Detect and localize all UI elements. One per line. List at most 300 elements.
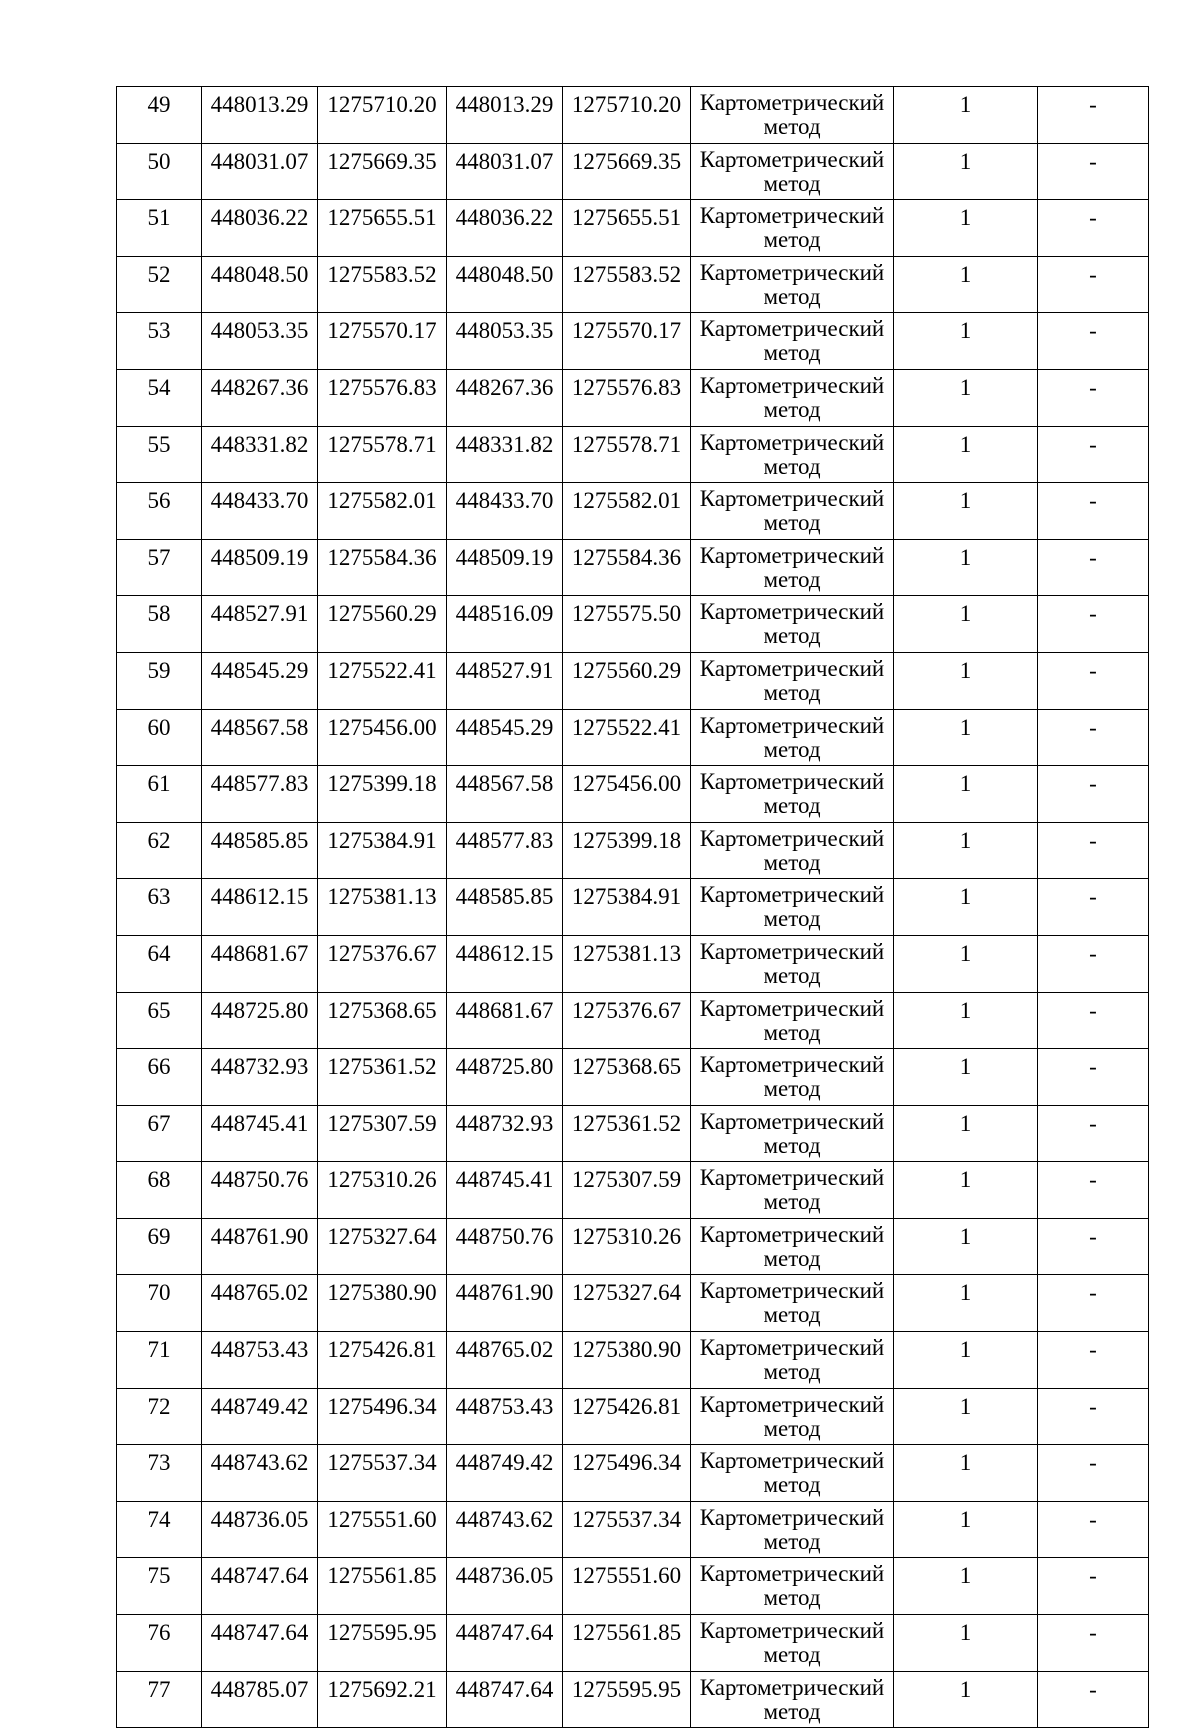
method-line-1: Картометрический [699, 486, 885, 512]
refined-y-cell: 1275561.85 [563, 1615, 691, 1672]
accuracy-cell: 1 [894, 596, 1038, 653]
method-line-1: Картометрический [699, 938, 885, 964]
existing-y-cell: 1275361.52 [318, 1049, 447, 1106]
method-line-2: метод [763, 566, 821, 592]
method-line-2: метод [763, 736, 821, 762]
refined-y-cell: 1275584.36 [563, 539, 691, 596]
point-number-cell: 52 [117, 256, 202, 313]
refined-x-cell: 448331.82 [447, 426, 563, 483]
note-cell: - [1038, 1671, 1149, 1728]
method-line-2: метод [763, 1698, 821, 1724]
method-line-1: Картометрический [699, 429, 885, 455]
existing-x-cell: 448527.91 [202, 596, 318, 653]
table-row [117, 1049, 1149, 1106]
method-line-1: Картометрический [699, 90, 885, 115]
existing-y-cell: 1275384.91 [318, 822, 447, 879]
table-row [117, 1105, 1149, 1162]
existing-y-cell: 1275561.85 [318, 1558, 447, 1615]
method-line-1: Картометрический [699, 655, 885, 681]
method-line-2: метод [763, 1642, 821, 1668]
existing-x-cell: 448732.93 [202, 1049, 318, 1106]
note-cell: - [1038, 539, 1149, 596]
existing-y-cell: 1275399.18 [318, 766, 447, 823]
table-row [117, 1615, 1149, 1672]
table-row [117, 483, 1149, 540]
method-line-1: Картометрический [699, 995, 885, 1021]
method-cell [691, 992, 894, 1049]
point-number-cell: 49 [117, 87, 202, 144]
existing-y-cell: 1275669.35 [318, 143, 447, 200]
point-number-cell: 59 [117, 652, 202, 709]
accuracy-cell: 1 [894, 1445, 1038, 1502]
point-number-cell: 72 [117, 1388, 202, 1445]
note-cell: - [1038, 1049, 1149, 1106]
table-row [117, 1558, 1149, 1615]
table-row [117, 1501, 1149, 1558]
note-cell: - [1038, 1218, 1149, 1275]
method-line-1: Картометрический [699, 1504, 885, 1530]
point-number-cell: 77 [117, 1671, 202, 1728]
accuracy-cell: 1 [894, 426, 1038, 483]
existing-y-cell: 1275426.81 [318, 1332, 447, 1389]
existing-y-cell: 1275582.01 [318, 483, 447, 540]
refined-x-cell: 448545.29 [447, 709, 563, 766]
method-line-2: метод [763, 1472, 821, 1498]
method-cell [691, 1388, 894, 1445]
accuracy-cell: 1 [894, 256, 1038, 313]
point-number-cell: 74 [117, 1501, 202, 1558]
accuracy-cell: 1 [894, 1332, 1038, 1389]
refined-y-cell: 1275496.34 [563, 1445, 691, 1502]
existing-y-cell: 1275583.52 [318, 256, 447, 313]
method-cell [691, 1275, 894, 1332]
accuracy-cell: 1 [894, 1501, 1038, 1558]
method-cell [691, 313, 894, 370]
method-line-1: Картометрический [699, 825, 885, 851]
accuracy-cell: 1 [894, 143, 1038, 200]
method-line-1: Картометрический [699, 1278, 885, 1304]
refined-y-cell: 1275595.95 [563, 1671, 691, 1728]
table-row [117, 596, 1149, 653]
point-number-cell: 73 [117, 1445, 202, 1502]
refined-x-cell: 448013.29 [447, 87, 563, 144]
table-row [117, 87, 1149, 144]
accuracy-cell: 1 [894, 935, 1038, 992]
method-cell [691, 1445, 894, 1502]
method-line-1: Картометрический [699, 1165, 885, 1191]
existing-y-cell: 1275381.13 [318, 879, 447, 936]
method-line-2: метод [763, 453, 821, 479]
table-row [117, 539, 1149, 596]
refined-x-cell: 448516.09 [447, 596, 563, 653]
method-line-1: Картометрический [699, 1674, 885, 1700]
existing-x-cell: 448681.67 [202, 935, 318, 992]
method-line-1: Картометрический [699, 769, 885, 795]
method-line-1: Картометрический [699, 882, 885, 908]
accuracy-cell: 1 [894, 992, 1038, 1049]
note-cell: - [1038, 1162, 1149, 1219]
note-cell: - [1038, 879, 1149, 936]
existing-x-cell: 448612.15 [202, 879, 318, 936]
existing-x-cell: 448750.76 [202, 1162, 318, 1219]
refined-y-cell: 1275368.65 [563, 1049, 691, 1106]
note-cell: - [1038, 1388, 1149, 1445]
method-line-2: метод [763, 1245, 821, 1271]
method-cell [691, 426, 894, 483]
note-cell: - [1038, 143, 1149, 200]
point-number-cell: 54 [117, 369, 202, 426]
method-line-1: Картометрический [699, 316, 885, 342]
existing-x-cell: 448013.29 [202, 87, 318, 144]
point-number-cell: 55 [117, 426, 202, 483]
table-row [117, 256, 1149, 313]
method-cell [691, 143, 894, 200]
existing-y-cell: 1275376.67 [318, 935, 447, 992]
method-line-2: метод [763, 1359, 821, 1385]
refined-x-cell: 448433.70 [447, 483, 563, 540]
method-line-2: метод [763, 1132, 821, 1158]
method-line-2: метод [763, 962, 821, 988]
point-number-cell: 71 [117, 1332, 202, 1389]
refined-y-cell: 1275655.51 [563, 200, 691, 257]
method-cell [691, 652, 894, 709]
note-cell: - [1038, 766, 1149, 823]
coordinates-table-body [117, 87, 1149, 1728]
method-line-1: Картометрический [699, 599, 885, 625]
refined-y-cell: 1275361.52 [563, 1105, 691, 1162]
point-number-cell: 65 [117, 992, 202, 1049]
refined-y-cell: 1275310.26 [563, 1218, 691, 1275]
existing-x-cell: 448761.90 [202, 1218, 318, 1275]
refined-y-cell: 1275384.91 [563, 879, 691, 936]
method-line-2: метод [763, 1415, 821, 1441]
existing-y-cell: 1275307.59 [318, 1105, 447, 1162]
refined-x-cell: 448747.64 [447, 1671, 563, 1728]
table-row [117, 1332, 1149, 1389]
existing-x-cell: 448585.85 [202, 822, 318, 879]
method-line-2: метод [763, 623, 821, 649]
existing-y-cell: 1275584.36 [318, 539, 447, 596]
table-row [117, 143, 1149, 200]
table-row [117, 935, 1149, 992]
existing-y-cell: 1275456.00 [318, 709, 447, 766]
method-line-1: Картометрический [699, 372, 885, 398]
point-number-cell: 63 [117, 879, 202, 936]
method-line-1: Картометрический [699, 1108, 885, 1134]
existing-x-cell: 448031.07 [202, 143, 318, 200]
table-row [117, 1218, 1149, 1275]
refined-x-cell: 448743.62 [447, 1501, 563, 1558]
method-line-1: Картометрический [699, 259, 885, 285]
accuracy-cell: 1 [894, 709, 1038, 766]
note-cell: - [1038, 369, 1149, 426]
refined-x-cell: 448567.58 [447, 766, 563, 823]
accuracy-cell: 1 [894, 1049, 1038, 1106]
accuracy-cell: 1 [894, 1162, 1038, 1219]
method-cell [691, 1615, 894, 1672]
note-cell: - [1038, 709, 1149, 766]
refined-x-cell: 448527.91 [447, 652, 563, 709]
existing-y-cell: 1275655.51 [318, 200, 447, 257]
point-number-cell: 76 [117, 1615, 202, 1672]
note-cell: - [1038, 1105, 1149, 1162]
note-cell: - [1038, 992, 1149, 1049]
existing-x-cell: 448567.58 [202, 709, 318, 766]
refined-y-cell: 1275307.59 [563, 1162, 691, 1219]
existing-x-cell: 448753.43 [202, 1332, 318, 1389]
refined-y-cell: 1275575.50 [563, 596, 691, 653]
table-row [117, 822, 1149, 879]
existing-x-cell: 448725.80 [202, 992, 318, 1049]
existing-x-cell: 448509.19 [202, 539, 318, 596]
table-row [117, 1671, 1149, 1728]
point-number-cell: 70 [117, 1275, 202, 1332]
existing-y-cell: 1275570.17 [318, 313, 447, 370]
refined-y-cell: 1275327.64 [563, 1275, 691, 1332]
accuracy-cell: 1 [894, 1275, 1038, 1332]
existing-x-cell: 448577.83 [202, 766, 318, 823]
method-line-2: метод [763, 1019, 821, 1045]
method-cell [691, 596, 894, 653]
method-line-2: метод [763, 227, 821, 253]
method-cell [691, 709, 894, 766]
method-line-1: Картометрический [699, 1561, 885, 1587]
accuracy-cell: 1 [894, 539, 1038, 596]
existing-x-cell: 448785.07 [202, 1671, 318, 1728]
method-cell [691, 539, 894, 596]
refined-x-cell: 448747.64 [447, 1615, 563, 1672]
refined-x-cell: 448053.35 [447, 313, 563, 370]
method-cell [691, 1162, 894, 1219]
method-cell [691, 369, 894, 426]
refined-y-cell: 1275551.60 [563, 1558, 691, 1615]
note-cell: - [1038, 1558, 1149, 1615]
method-line-1: Картометрический [699, 203, 885, 229]
note-cell: - [1038, 1445, 1149, 1502]
table-row [117, 992, 1149, 1049]
method-cell [691, 1218, 894, 1275]
accuracy-cell: 1 [894, 879, 1038, 936]
accuracy-cell: 1 [894, 87, 1038, 144]
refined-y-cell: 1275380.90 [563, 1332, 691, 1389]
existing-x-cell: 448765.02 [202, 1275, 318, 1332]
existing-y-cell: 1275576.83 [318, 369, 447, 426]
note-cell: - [1038, 596, 1149, 653]
refined-x-cell: 448725.80 [447, 1049, 563, 1106]
refined-y-cell: 1275381.13 [563, 935, 691, 992]
method-cell [691, 1558, 894, 1615]
method-cell [691, 256, 894, 313]
accuracy-cell: 1 [894, 1671, 1038, 1728]
note-cell: - [1038, 822, 1149, 879]
accuracy-cell: 1 [894, 1105, 1038, 1162]
accuracy-cell: 1 [894, 369, 1038, 426]
point-number-cell: 67 [117, 1105, 202, 1162]
refined-x-cell: 448753.43 [447, 1388, 563, 1445]
refined-x-cell: 448577.83 [447, 822, 563, 879]
point-number-cell: 69 [117, 1218, 202, 1275]
table-row [117, 1388, 1149, 1445]
refined-x-cell: 448750.76 [447, 1218, 563, 1275]
refined-y-cell: 1275578.71 [563, 426, 691, 483]
refined-x-cell: 448031.07 [447, 143, 563, 200]
method-line-1: Картометрический [699, 542, 885, 568]
method-line-2: метод [763, 793, 821, 819]
existing-x-cell: 448545.29 [202, 652, 318, 709]
existing-y-cell: 1275522.41 [318, 652, 447, 709]
refined-y-cell: 1275456.00 [563, 766, 691, 823]
method-line-2: метод [763, 1528, 821, 1554]
method-cell [691, 766, 894, 823]
method-line-2: метод [763, 679, 821, 705]
refined-y-cell: 1275426.81 [563, 1388, 691, 1445]
method-line-2: метод [763, 1585, 821, 1611]
existing-y-cell: 1275368.65 [318, 992, 447, 1049]
method-line-1: Картометрический [699, 1335, 885, 1361]
point-number-cell: 68 [117, 1162, 202, 1219]
refined-x-cell: 448761.90 [447, 1275, 563, 1332]
existing-y-cell: 1275551.60 [318, 1501, 447, 1558]
existing-x-cell: 448745.41 [202, 1105, 318, 1162]
refined-y-cell: 1275582.01 [563, 483, 691, 540]
existing-y-cell: 1275310.26 [318, 1162, 447, 1219]
note-cell: - [1038, 652, 1149, 709]
accuracy-cell: 1 [894, 483, 1038, 540]
table-row [117, 1162, 1149, 1219]
table-row [117, 200, 1149, 257]
refined-x-cell: 448585.85 [447, 879, 563, 936]
accuracy-cell: 1 [894, 1615, 1038, 1672]
existing-y-cell: 1275595.95 [318, 1615, 447, 1672]
point-number-cell: 56 [117, 483, 202, 540]
note-cell: - [1038, 1615, 1149, 1672]
point-number-cell: 50 [117, 143, 202, 200]
method-line-2: метод [763, 340, 821, 366]
existing-x-cell: 448743.62 [202, 1445, 318, 1502]
accuracy-cell: 1 [894, 1218, 1038, 1275]
refined-x-cell: 448736.05 [447, 1558, 563, 1615]
accuracy-cell: 1 [894, 822, 1038, 879]
refined-y-cell: 1275522.41 [563, 709, 691, 766]
existing-y-cell: 1275537.34 [318, 1445, 447, 1502]
point-number-cell: 57 [117, 539, 202, 596]
existing-y-cell: 1275327.64 [318, 1218, 447, 1275]
refined-x-cell: 448732.93 [447, 1105, 563, 1162]
method-line-2: метод [763, 1189, 821, 1215]
accuracy-cell: 1 [894, 1388, 1038, 1445]
note-cell: - [1038, 313, 1149, 370]
accuracy-cell: 1 [894, 313, 1038, 370]
table-row [117, 1275, 1149, 1332]
refined-y-cell: 1275399.18 [563, 822, 691, 879]
point-number-cell: 64 [117, 935, 202, 992]
method-line-2: метод [763, 170, 821, 196]
existing-y-cell: 1275560.29 [318, 596, 447, 653]
accuracy-cell: 1 [894, 766, 1038, 823]
note-cell: - [1038, 256, 1149, 313]
method-line-2: метод [763, 906, 821, 932]
note-cell: - [1038, 1501, 1149, 1558]
method-line-1: Картометрический [699, 146, 885, 172]
point-number-cell: 61 [117, 766, 202, 823]
refined-x-cell: 448267.36 [447, 369, 563, 426]
existing-y-cell: 1275692.21 [318, 1671, 447, 1728]
note-cell: - [1038, 1332, 1149, 1389]
refined-x-cell: 448749.42 [447, 1445, 563, 1502]
method-line-2: метод [763, 283, 821, 309]
refined-x-cell: 448765.02 [447, 1332, 563, 1389]
method-line-2: метод [763, 396, 821, 422]
existing-x-cell: 448267.36 [202, 369, 318, 426]
method-line-1: Картометрический [699, 1618, 885, 1644]
point-number-cell: 60 [117, 709, 202, 766]
existing-x-cell: 448749.42 [202, 1388, 318, 1445]
refined-x-cell: 448036.22 [447, 200, 563, 257]
existing-x-cell: 448747.64 [202, 1615, 318, 1672]
method-cell [691, 1501, 894, 1558]
method-line-1: Картометрический [699, 1052, 885, 1078]
method-line-1: Картометрический [699, 1448, 885, 1474]
table-row [117, 313, 1149, 370]
method-line-1: Картометрический [699, 1221, 885, 1247]
method-line-2: метод [763, 849, 821, 875]
existing-x-cell: 448036.22 [202, 200, 318, 257]
method-cell [691, 1671, 894, 1728]
note-cell: - [1038, 426, 1149, 483]
refined-x-cell: 448612.15 [447, 935, 563, 992]
note-cell: - [1038, 200, 1149, 257]
accuracy-cell: 1 [894, 652, 1038, 709]
refined-y-cell: 1275583.52 [563, 256, 691, 313]
note-cell: - [1038, 935, 1149, 992]
method-cell [691, 483, 894, 540]
refined-y-cell: 1275537.34 [563, 1501, 691, 1558]
table-row [117, 652, 1149, 709]
method-cell [691, 1105, 894, 1162]
note-cell: - [1038, 87, 1149, 144]
table-row [117, 426, 1149, 483]
existing-y-cell: 1275578.71 [318, 426, 447, 483]
method-line-2: метод [763, 1076, 821, 1102]
refined-y-cell: 1275560.29 [563, 652, 691, 709]
method-cell [691, 822, 894, 879]
refined-y-cell: 1275669.35 [563, 143, 691, 200]
point-number-cell: 62 [117, 822, 202, 879]
method-line-1: Картометрический [699, 712, 885, 738]
point-number-cell: 75 [117, 1558, 202, 1615]
existing-x-cell: 448736.05 [202, 1501, 318, 1558]
point-number-cell: 66 [117, 1049, 202, 1106]
existing-x-cell: 448433.70 [202, 483, 318, 540]
refined-x-cell: 448048.50 [447, 256, 563, 313]
accuracy-cell: 1 [894, 1558, 1038, 1615]
table-row [117, 879, 1149, 936]
refined-x-cell: 448745.41 [447, 1162, 563, 1219]
existing-x-cell: 448053.35 [202, 313, 318, 370]
method-cell [691, 1049, 894, 1106]
method-cell [691, 200, 894, 257]
existing-x-cell: 448048.50 [202, 256, 318, 313]
accuracy-cell: 1 [894, 200, 1038, 257]
method-cell [691, 1332, 894, 1389]
point-number-cell: 53 [117, 313, 202, 370]
refined-y-cell: 1275570.17 [563, 313, 691, 370]
method-cell [691, 879, 894, 936]
method-line-2: метод [763, 114, 821, 139]
existing-y-cell: 1275380.90 [318, 1275, 447, 1332]
point-number-cell: 58 [117, 596, 202, 653]
refined-x-cell: 448509.19 [447, 539, 563, 596]
